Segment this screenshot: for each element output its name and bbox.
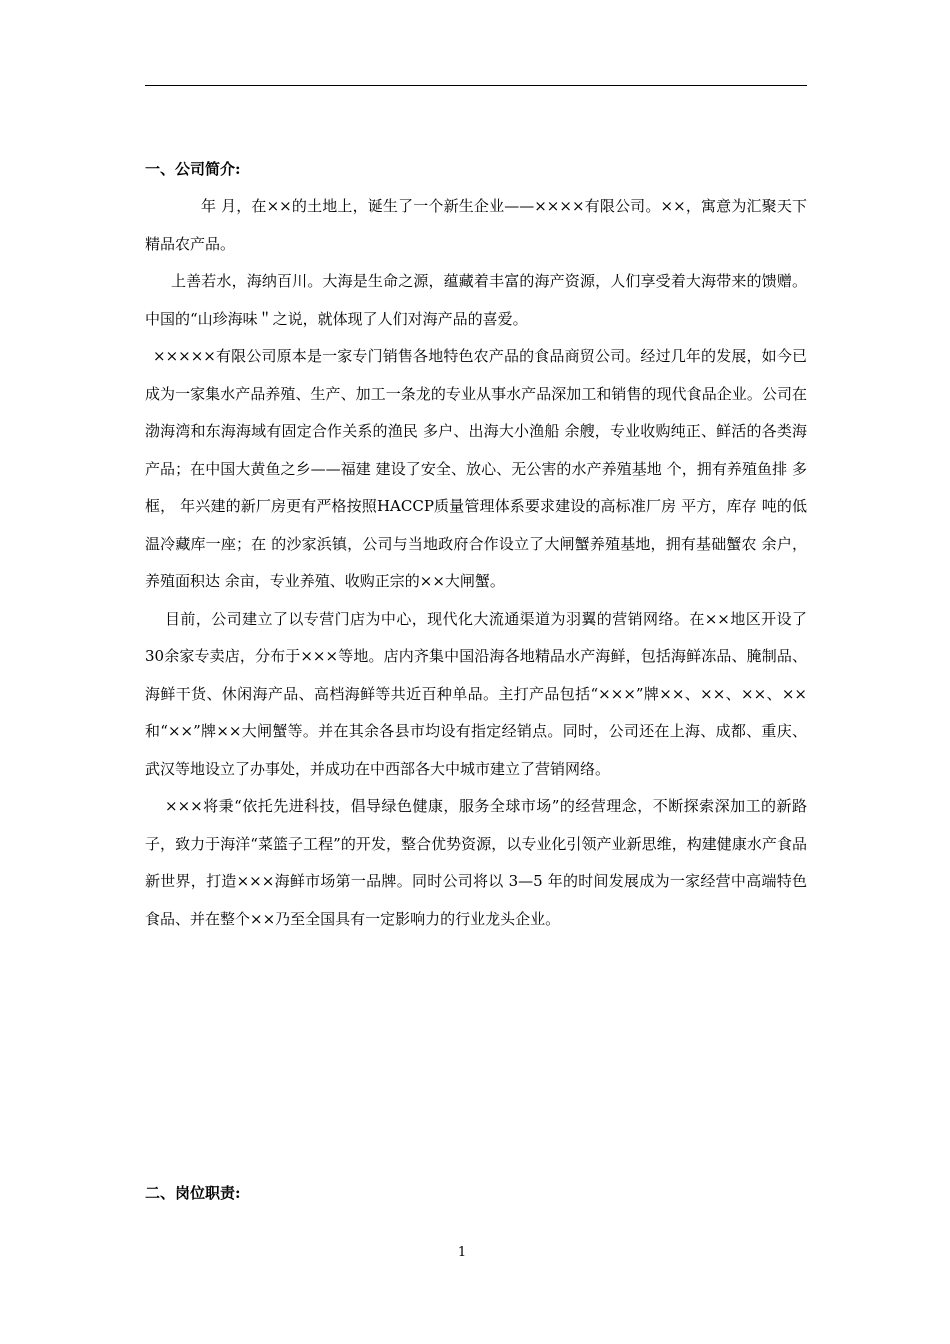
paragraph-vision: ×××将秉“依托先进科技，倡导绿色健康，服务全球市场”的经营理念，不断探索深加工的新路子，致力于海洋“菜篮子工程”的开发，整合优势资源，以专业化引领产业新思维，构建健康水产食品新世界，打造×××海鲜市场第一品牌。同时公司将以 3—5 年的时间发展成为一家经营中高端特色食品、并在整个××乃至全国具有一定影响力的行业龙头企业。 bbox=[145, 797, 807, 928]
company-intro-section bbox=[145, 150, 807, 938]
section-heading-job-duties: 二、岗位职责: bbox=[145, 1184, 241, 1202]
paragraph-sea: 上善若水，海纳百川。大海是生命之源，蕴藏着丰富的海产资源，人们享受着大海带来的馈赠。中国的“山珍海味＂之说，就体现了人们对海产品的喜爱。 bbox=[145, 272, 807, 328]
section-heading-company-intro: 一、公司简介: bbox=[145, 160, 241, 178]
paragraph-company-history: ×××××有限公司原本是一家专门销售各地特色农产品的食品商贸公司。经过几年的发展，如今已成为一家集水产品养殖、生产、加工一条龙的专业从事水产品深加工和销售的现代食品企业。公司在渤海湾和东海海域有固定合作关系的渔民 多户、出海大小渔船 余艘，专业收购纯正、鲜活的各类海产品；在中国大黄鱼之乡——福建 建设了安全、放心、无公害的水产养殖基地 个，拥有养殖鱼排 多框， 年兴建的新厂房更有严格按照HACCP质量管理体系要求建设的高标准厂房 平方，库存 吨的低温冷藏库一座；在 的沙家浜镇，公司与当地政府合作设立了大闸蟹养殖基地，拥有基础蟹农 余户，养殖面积达 余亩，专业养殖、收购正宗的××大闸蟹。 bbox=[145, 347, 807, 590]
job-duties-section bbox=[145, 1174, 241, 1212]
paragraph-founding: 年 月，在××的土地上，诞生了一个新生企业——××××有限公司。××，寓意为汇聚天下精品农产品。 bbox=[145, 197, 807, 253]
page-number: 1 bbox=[457, 1245, 467, 1260]
header-rule bbox=[145, 85, 807, 86]
paragraph-sales-network: 目前，公司建立了以专营门店为中心，现代化大流通渠道为羽翼的营销网络。在××地区开设了30余家专卖店，分布于×××等地。店内齐集中国沿海各地精品水产海鲜，包括海鲜冻品、腌制品、海鲜干货、休闲海产品、高档海鲜等共近百种单品。主打产品包括“×××”牌××、××、××、××和“××”牌××大闸蟹等。并在其余各县市均设有指定经销点。同时，公司还在上海、成都、重庆、武汉等地设立了办事处，并成功在中西部各大中城市建立了营销网络。 bbox=[145, 609, 807, 778]
